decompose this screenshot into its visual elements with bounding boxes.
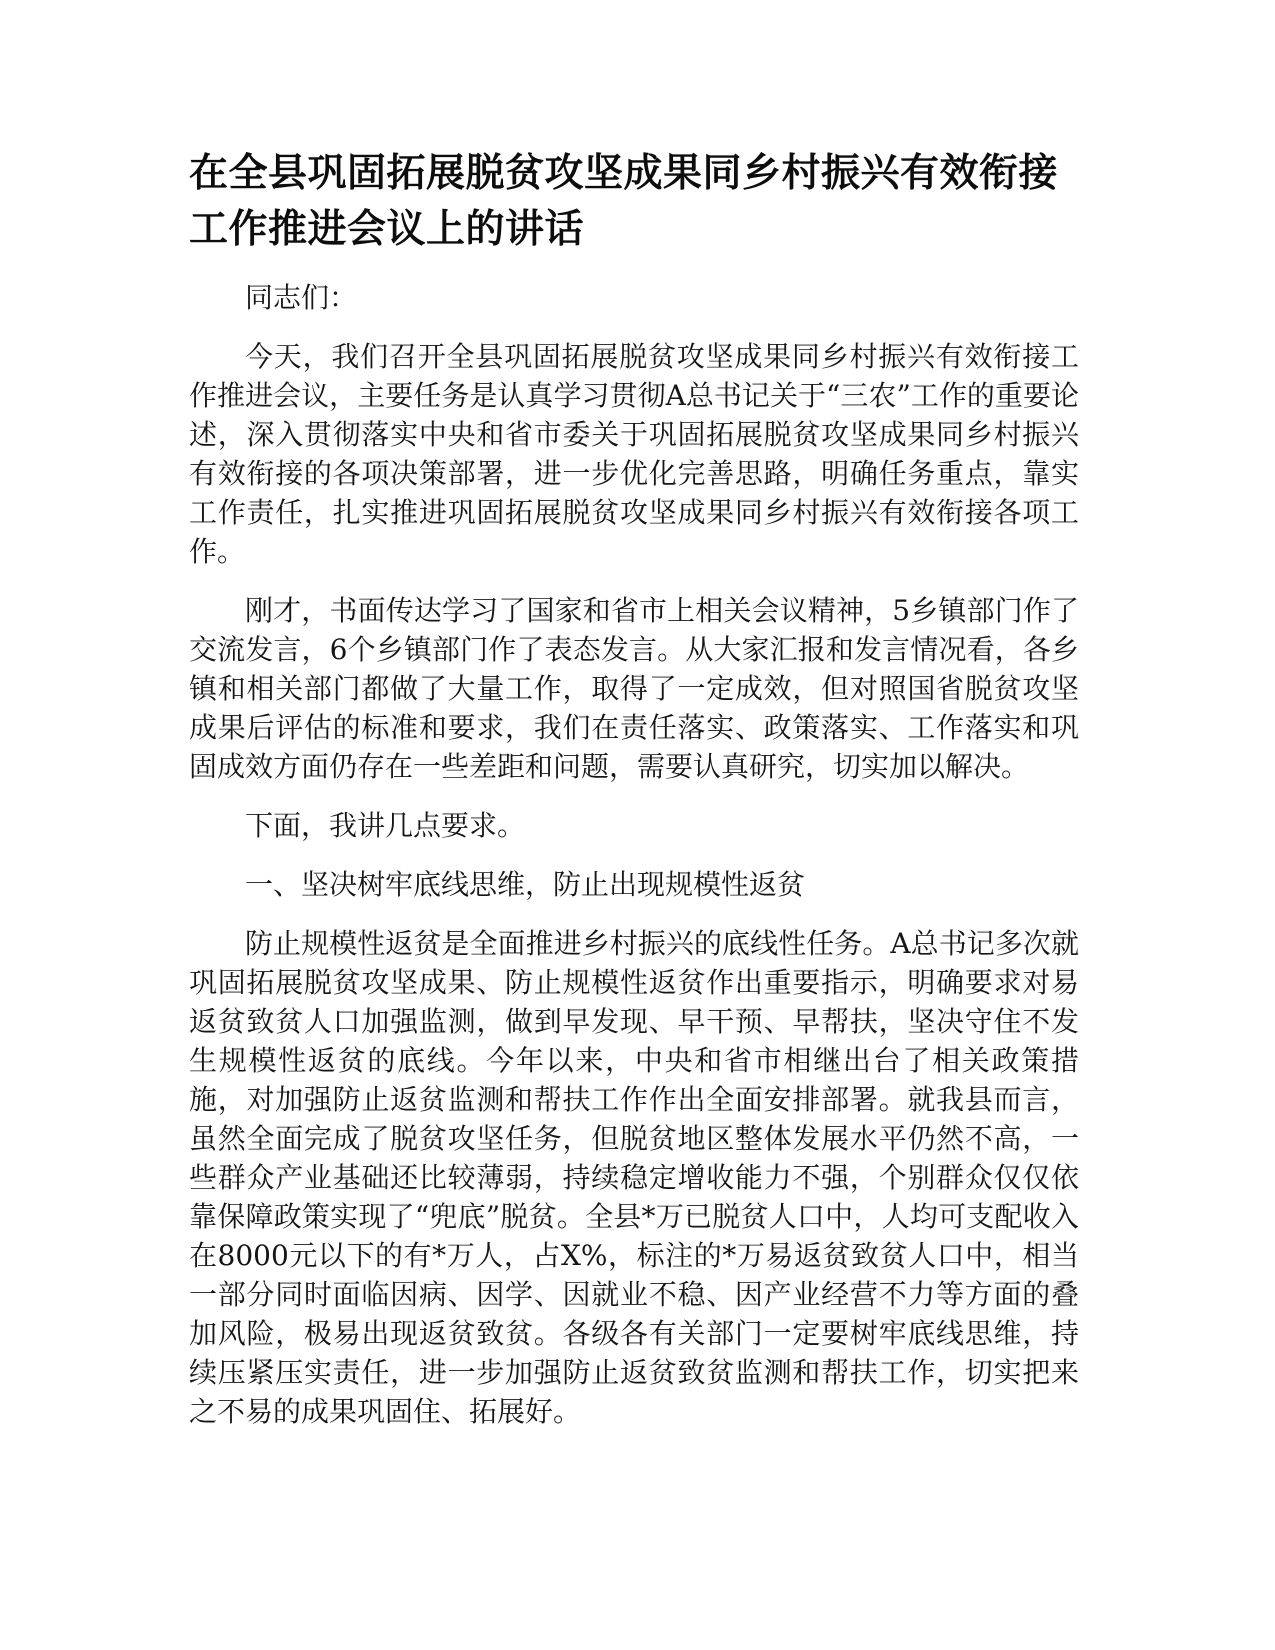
- paragraph-transition: 下面，我讲几点要求。: [245, 809, 526, 842]
- document-title: 在全县巩固拓展脱贫攻坚成果同乡村振兴有效衔接工作推进会议上的讲话: [189, 151, 1059, 252]
- section-heading-1: 一、坚决树牢底线思维，防止出现规模性返贫: [245, 868, 806, 901]
- document-body: [189, 278, 1079, 1431]
- paragraph-review: 刚才，书面传达学习了国家和省市上相关会议精神，5乡镇部门作了交流发言，6个乡镇部门作了表态发言。从大家汇报和发言情况看，各乡镇和相关部门都做了大量工作，取得了一定成效，但对照国省脱贫攻坚成果后评估的标准和要求，我们在责任落实、政策落实、工作落实和巩固成效方面仍存在一些差距和问题，需要认真研究，切实加以解决。: [189, 594, 1079, 783]
- paragraph-opening: 今天，我们召开全县巩固拓展脱贫攻坚成果同乡村振兴有效衔接工作推进会议，主要任务是认真学习贯彻A总书记关于“三农”工作的重要论述，深入贯彻落实中央和省市委关于巩固拓展脱贫攻坚成果同乡村振兴有效衔接的各项决策部署，进一步优化完善思路，明确任务重点，靠实工作责任，扎实推进巩固拓展脱贫攻坚成果同乡村振兴有效衔接各项工作。: [189, 340, 1079, 568]
- document-content: [189, 146, 1079, 1431]
- salutation: 同志们：: [245, 281, 358, 314]
- paragraph-section-1: 防止规模性返贫是全面推进乡村振兴的底线性任务。A总书记多次就巩固拓展脱贫攻坚成果、防止规模性返贫作出重要指示，明确要求对易返贫致贫人口加强监测，做到早发现、早干预、早帮扶，坚决守住不发生规模性返贫的底线。今年以来，中央和省市相继出台了相关政策措施，对加强防止返贫监测和帮扶工作作出全面安排部署。就我县而言，虽然全面完成了脱贫攻坚任务，但脱贫地区整体发展水平仍然不高，一些群众产业基础还比较薄弱，持续稳定增收能力不强，个别群众仅仅依靠保障政策实现了“兜底”脱贫。全县*万已脱贫人口中，人均可支配收入在8000元以下的有*万人，占X%，标注的*万易返贫致贫人口中，相当一部分同时面临因病、因学、因就业不稳、因产业经营不力等方面的叠加风险，极易出现返贫致贫。各级各有关部门一定要树牢底线思维，持续压紧压实责任，进一步加强防止返贫致贫监测和帮扶工作，切实把来之不易的成果巩固住、拓展好。: [189, 927, 1079, 1428]
